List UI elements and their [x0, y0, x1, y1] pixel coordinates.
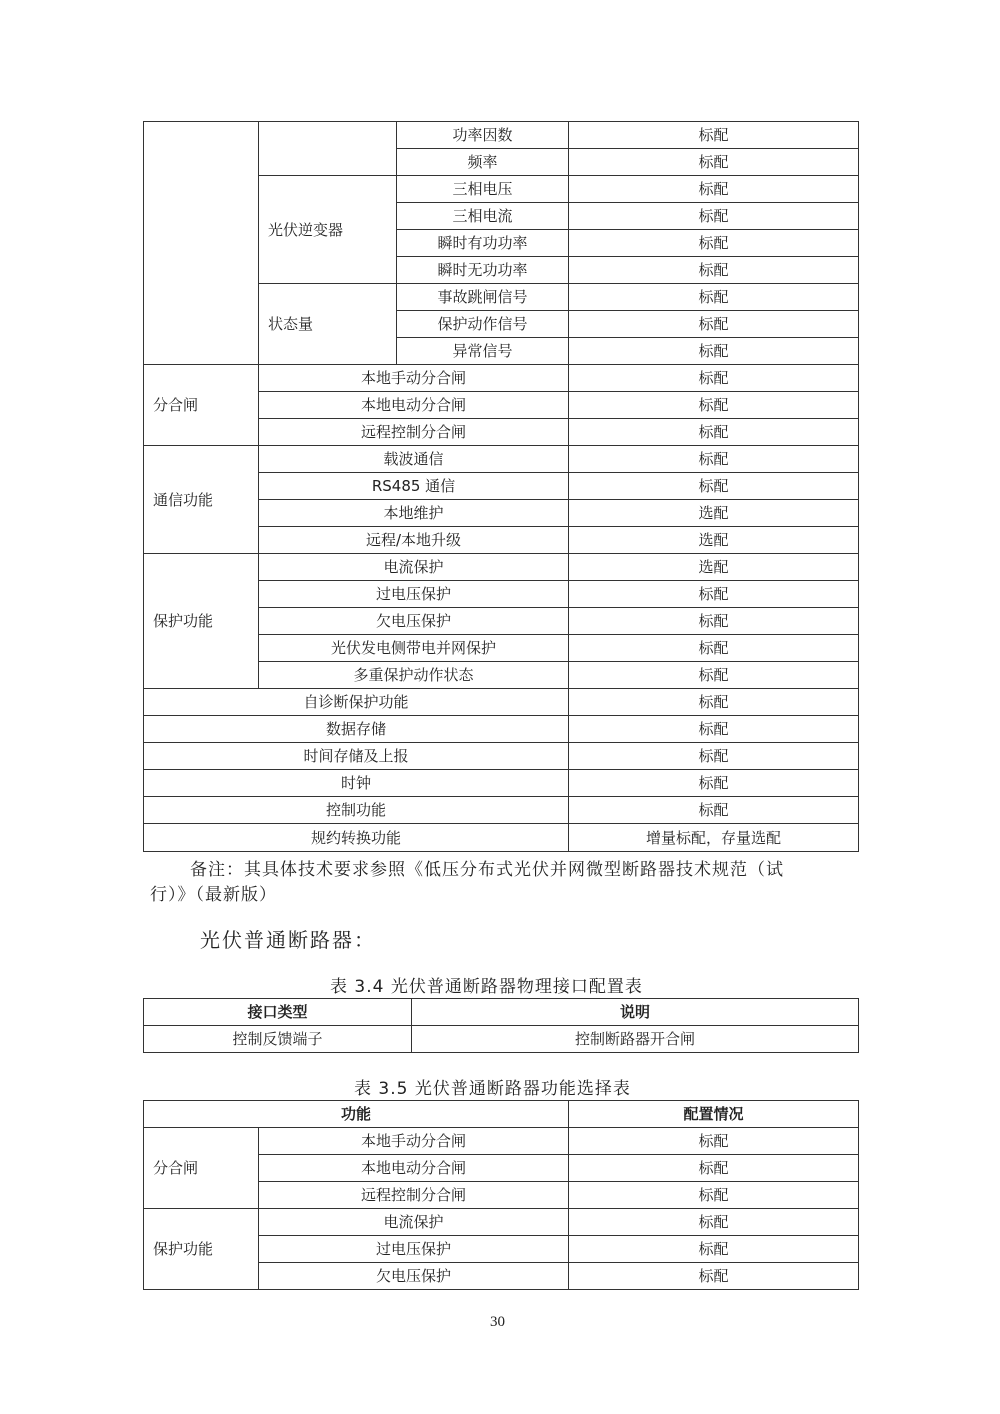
item-cell: 功率因数: [397, 122, 569, 149]
item-cell: 规约转换功能: [144, 824, 569, 852]
description-cell: 控制断路器开合闸: [412, 1026, 859, 1053]
group-label: 分合闸: [144, 1128, 259, 1209]
config-cell: 标配: [569, 122, 859, 149]
config-cell: 选配: [569, 554, 859, 581]
item-cell: 本地电动分合闸: [259, 392, 569, 419]
config-cell: 标配: [569, 311, 859, 338]
item-cell: 频率: [397, 149, 569, 176]
page-number: 30: [490, 1314, 505, 1330]
item-cell: 欠电压保护: [259, 608, 569, 635]
item-cell: 欠电压保护: [259, 1263, 569, 1290]
blank-subgroup-cell: [259, 122, 397, 176]
config-cell: 标配: [569, 1209, 859, 1236]
config-cell: 标配: [569, 1155, 859, 1182]
item-cell: 时钟: [144, 770, 569, 797]
item-cell: 控制功能: [144, 797, 569, 824]
item-cell: 瞬时无功功率: [397, 257, 569, 284]
item-cell: 数据存储: [144, 716, 569, 743]
group-label: 分合闸: [144, 365, 259, 446]
item-cell: 本地手动分合闸: [259, 365, 569, 392]
config-cell: 标配: [569, 689, 859, 716]
config-cell: 标配: [569, 176, 859, 203]
item-cell: 三相电流: [397, 203, 569, 230]
interface-table: [143, 998, 859, 1053]
config-cell: 标配: [569, 1128, 859, 1155]
config-cell: 标配: [569, 743, 859, 770]
header-cell: 配置情况: [569, 1101, 859, 1128]
config-cell: 标配: [569, 716, 859, 743]
config-cell: 标配: [569, 446, 859, 473]
table-3-5-caption: 表 3.5 光伏普通断路器功能选择表: [354, 1079, 631, 1099]
item-cell: 电流保护: [259, 1209, 569, 1236]
group-label: 保护功能: [144, 1209, 259, 1290]
item-cell: 本地维护: [259, 500, 569, 527]
item-cell: RS485 通信: [259, 473, 569, 500]
table-3-4-caption: 表 3.4 光伏普通断路器物理接口配置表: [330, 977, 643, 997]
group-label: 保护功能: [144, 554, 259, 689]
config-cell: 标配: [569, 1263, 859, 1290]
config-cell: 增量标配，存量选配: [569, 824, 859, 852]
group-label: 通信功能: [144, 446, 259, 554]
config-cell: 标配: [569, 581, 859, 608]
item-cell: 本地电动分合闸: [259, 1155, 569, 1182]
header-cell: 接口类型: [144, 999, 412, 1026]
item-cell: 保护动作信号: [397, 311, 569, 338]
item-cell: 事故跳闸信号: [397, 284, 569, 311]
item-cell: 本地手动分合闸: [259, 1128, 569, 1155]
measurement-blank-cell: [144, 122, 259, 365]
config-cell: 标配: [569, 392, 859, 419]
item-cell: 远程控制分合闸: [259, 1182, 569, 1209]
config-cell: 标配: [569, 203, 859, 230]
config-cell: 标配: [569, 149, 859, 176]
config-cell: 标配: [569, 608, 859, 635]
item-cell: 光伏发电侧带电并网保护: [259, 635, 569, 662]
config-cell: 标配: [569, 635, 859, 662]
note-line-2: 行）》（最新版）: [150, 885, 277, 905]
subgroup-status: 状态量: [259, 284, 397, 365]
config-cell: 标配: [569, 419, 859, 446]
config-cell: 选配: [569, 500, 859, 527]
item-cell: 三相电压: [397, 176, 569, 203]
item-cell: 过电压保护: [259, 1236, 569, 1263]
item-cell: 载波通信: [259, 446, 569, 473]
item-cell: 过电压保护: [259, 581, 569, 608]
function-selection-table: [143, 1100, 859, 1290]
header-cell: 功能: [144, 1101, 569, 1128]
item-cell: 瞬时有功功率: [397, 230, 569, 257]
config-cell: 标配: [569, 473, 859, 500]
item-cell: 时间存储及上报: [144, 743, 569, 770]
config-cell: 标配: [569, 230, 859, 257]
item-cell: 电流保护: [259, 554, 569, 581]
config-cell: 选配: [569, 527, 859, 554]
config-cell: 标配: [569, 797, 859, 824]
subgroup-inverter: 光伏逆变器: [259, 176, 397, 284]
note-line-1: 备注：其具体技术要求参照《低压分布式光伏并网微型断路器技术规范（试: [190, 860, 784, 880]
interface-type-cell: 控制反馈端子: [144, 1026, 412, 1053]
function-table: [143, 121, 859, 852]
config-cell: 标配: [569, 365, 859, 392]
item-cell: 远程/本地升级: [259, 527, 569, 554]
config-cell: 标配: [569, 257, 859, 284]
item-cell: 自诊断保护功能: [144, 689, 569, 716]
item-cell: 远程控制分合闸: [259, 419, 569, 446]
config-cell: 标配: [569, 1236, 859, 1263]
config-cell: 标配: [569, 338, 859, 365]
config-cell: 标配: [569, 1182, 859, 1209]
item-cell: 异常信号: [397, 338, 569, 365]
config-cell: 标配: [569, 662, 859, 689]
section-heading: 光伏普通断路器：: [200, 928, 376, 952]
item-cell: 多重保护动作状态: [259, 662, 569, 689]
config-cell: 标配: [569, 770, 859, 797]
header-cell: 说明: [412, 999, 859, 1026]
config-cell: 标配: [569, 284, 859, 311]
